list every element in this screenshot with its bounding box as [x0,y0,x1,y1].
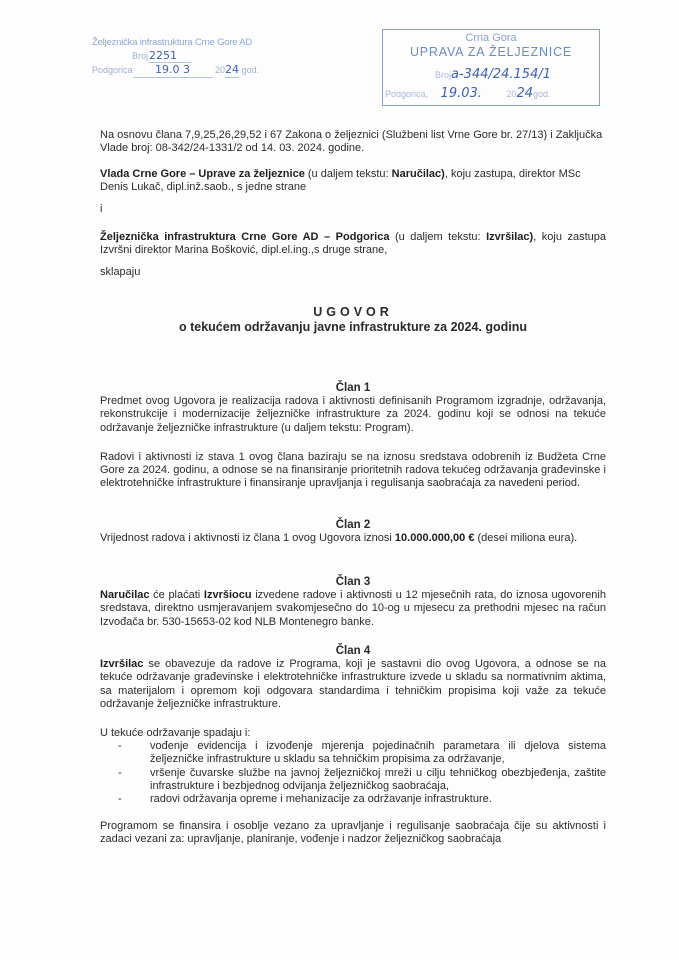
stamp-year-prefix: 20 [506,89,517,99]
list-item-text: vođenje evidencija i izvođenje mjerenja pojedinačnih parametara ili djelova sistema željezničke infrastrukture u skladu sa tehničkim propisima za održavanje, [150,740,606,766]
contract-title-block [100,305,606,334]
party-two-alias: Izvršilac) [486,231,534,243]
registration-stamp-left [92,36,282,77]
stamp-organization: Željeznička infrastruktura Crne Gore AD [92,37,253,48]
contract-subtitle: o tekućem održavanju javne infrastrukture za 2024. godinu [178,320,528,334]
article-1-paragraph-1: Predmet ovog Ugovora je realizacija radova i aktivnosti definisanih Programom izgradnje, održavanja, rekonstrukcije i modernizacije željezničke infrastrukture za 2024. godinu koji se odnosi na tekuće održavanje željezničke infrastrukture (u daljem tekstu: Program). [100,395,606,434]
list-dash-marker: - [118,740,122,753]
party-two-name: Željeznička infrastruktura Crne Gore AD – Podgorica [100,231,390,243]
party-one-alias: Naručilac) [391,168,445,180]
article-3-heading: Član 3 [335,576,371,588]
article-4-text: se obavezuje da radove iz Programa, koji je sastavni dio ovog Ugovora, a odnose se na tekuće održavanje građevinske i elektrotehničke infrastrukture izvede u skladu sa normativnim aktima, sa materijalom i opremom koji odgovara standardima i tehničkim propisima koji važe za tekuće održavanje željezničke infrastrukture. [100,658,606,710]
list-item [100,767,606,793]
party-one-name: Vlada Crne Gore – Uprave za željeznice [100,168,305,180]
stamp-date-row [385,86,601,101]
article-2-paragraph [100,532,606,545]
maintenance-list [100,740,606,806]
article-2-text-after: (desei miliona eura). [474,532,578,545]
stamp-year-value: 24 [225,63,240,76]
conjunction: i [100,203,103,215]
party-one-text: (u daljem tekstu: [304,168,392,180]
article-4-heading: Član 4 [335,645,371,657]
stamp-authority: UPRAVA ZA ŽELJEZNICE [409,45,573,59]
article-4 [100,645,606,711]
maintenance-list-intro: U tekuće održavanje spadaju i: [100,727,251,739]
article-3-party-a: Naručilac [100,589,150,602]
stamp-place-label: Podgorica, [385,89,429,99]
article-2-heading: Član 2 [335,519,371,531]
list-item-text: radovi održavanja opreme i mehanizacije za održavanje infrastrukture. [150,793,492,806]
stamp-country: Crna Gora [465,32,517,44]
party-two-paragraph [100,231,606,257]
article-3-text: će plaćati [149,589,204,602]
registration-stamp-right [382,29,600,106]
stamp-number-value: 2251 [148,49,191,63]
article-4-party: Izvršilac [100,658,144,671]
list-item-text: vršenje čuvarske službe na javnoj željezničkoj mreži u cilju tehničkog obezbjeđenja, zaštite infrastrukture i bezbjednog odvijanja željezničkog saobraćaja, [150,766,606,792]
article-3-rest: izvedene radove i aktivnosti u 12 mjesečnih rata, do iznosa ugovorenih sredstava, direktno usmjeravanjem svakomjesečno do 10-og u mjesecu za prethodni mjesec na račun Izvođača br. 530-15653-02 kod NLB Montenegro banke. [100,589,606,628]
list-dash-marker: - [118,793,122,806]
article-4-paragraph-1 [100,658,606,711]
article-3-paragraph [100,589,606,629]
list-dash-marker: - [118,766,122,779]
party-one-paragraph [100,168,606,194]
list-item [100,793,606,806]
stamp-date-row [92,63,282,77]
article-1-heading: Član 1 [335,382,371,394]
stamp-number-value: a-344/24.154/1 [451,67,552,82]
contract-amount: 10.000.000,00 € [394,532,475,545]
maintenance-list-block [100,727,606,806]
stamp-date-value: 19.0 3 [155,63,191,76]
list-item [100,740,606,766]
party-two-rest: , koju zastupa Izvršni direktor Marina Bošković, dipl.el.ing.,s druge strane, [100,231,606,257]
stamp-number-row [435,67,651,82]
stamp-year-value: 24 [516,86,533,101]
article-1-paragraph-2: Radovi i aktivnosti iz stava 1 ovog člana baziraju se na iznosu sredstava odobrenih iz Budžeta Crne Gore za 2024. godinu, a odnose se na finansiranje prioritetnih radova tekućeg održavanja građevinske i elektrotehničke infrastrukture i finansiranje upravljanja i regulisanja saobraćaja za navedeni period. [100,451,606,490]
article-3-party-b: Izvršiocu [203,589,252,602]
stamp-number-label: Broj [132,51,149,61]
article-3 [100,576,606,629]
stamp-number-label: Broj [435,70,452,80]
stamp-year-suffix: god. [241,65,260,75]
stamp-place-label: Podgorica [92,65,133,75]
article-2-text: Vrijednost radova i aktivnosti iz člana 1 ovog Ugovora iznosi [100,532,395,545]
party-two-text: (u daljem tekstu: [389,231,487,243]
party-one-rest: , koju zastupa, direktor MSc Denis Lukač, dipl.inž.saob., s jedne strane [100,168,581,194]
stamp-year-suffix: god. [532,89,551,99]
stamp-year-prefix: 20 [215,65,226,75]
contract-title: UGOVOR [313,305,393,319]
stamp-date-value: 19.03. [440,86,482,101]
stamp-number-row [92,49,282,63]
article-4-closing-paragraph: Programom se finansira i osoblje vezano za upravljanje i regulisanje saobraćaja čije su aktivnosti i zadaci vezani za: upravljanje, planiranje, vođenje i nadzor željezničkog saobraćaja [100,820,606,846]
article-1 [100,382,606,435]
legal-basis-paragraph: Na osnovu člana 7,9,25,26,29,52 i 67 Zakona o željeznici (Službeni list Vrne Gore br. 27/13) i Zaključka Vlade broj: 08-342/24-1331/2 od 14. 03. 2024. godine. [100,129,603,155]
article-2 [100,519,606,545]
conclude-word: sklapaju [100,266,141,278]
